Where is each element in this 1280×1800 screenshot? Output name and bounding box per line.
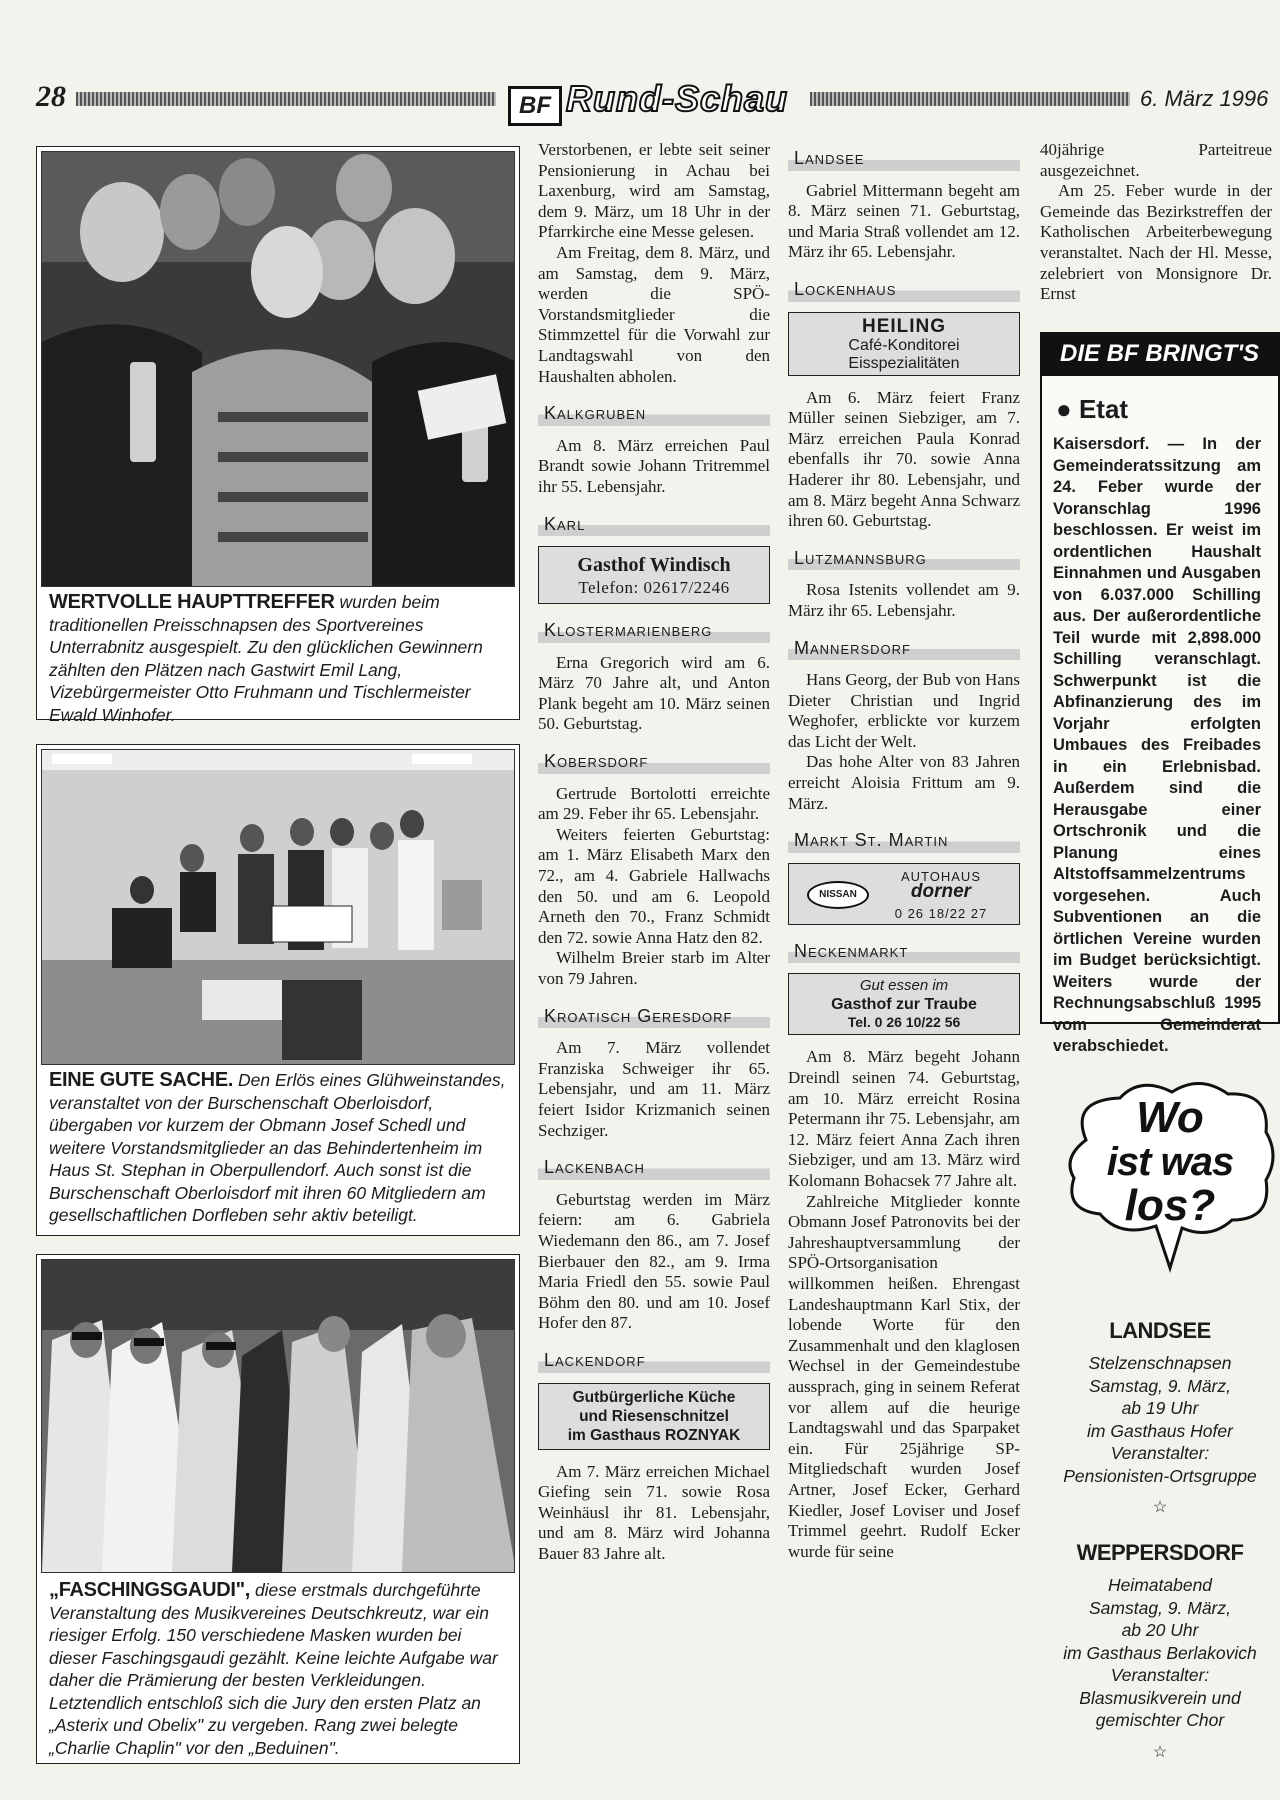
ad-autohaus-dorner (788, 863, 1020, 925)
article-text: Am Freitag, dem 8. März, und am Samstag, dem 9. März, werden die SPÖ-Vorstandsmitglieder die Stimmzettel für die Vorwahl zur Landtagswahl von den Haushalten abholen. (538, 242, 770, 386)
bf-bringts-banner: DIE BF BRINGT'S (1040, 332, 1280, 376)
event-landsee (1040, 1318, 1280, 1517)
ad-heiling-cafe (788, 312, 1020, 376)
section-heading-lackenbach: Lackenbach (538, 1155, 770, 1180)
photo-caption-faschingsgaudi (49, 1579, 507, 1759)
column-3 (1040, 140, 1272, 310)
event-weppersdorf (1040, 1540, 1280, 1762)
wo-ist-was-los-bubble (1060, 1070, 1280, 1290)
etat-text: Kaisersdorf. — In der Gemeinderatssitzung am 24. Feber wurde der Voranschlag 1996 beschlossen. Er weist im ordentlichen Haushalt Einnahmen und Ausgaben von 6.037.000 Schilling aus. Der außerordentliche Teil wurde mit 2,898.000 Schilling veranschlagt. Schwerpunkt ist die Abfinanzierung des im Vorjahr erfolgten Umbaues des Freibades in ein Erlebnisbad. Außerdem sind die Herausgabe einer Ortschronik und die Planung eines Altstoffsammelzentrums vorgesehen. Auch Subventionen an die örtlichen Vereine wurden im Budget berücksichtigt. Weiters wurde der Rechnungsabschluß 1995 vom Gemeinderat verabschiedet. (1053, 435, 1261, 1055)
section-title: Rund-Schau (566, 78, 788, 119)
event-detail: Veranstalter: (1110, 1665, 1210, 1685)
event-detail: im Gasthaus Berlakovich (1063, 1642, 1257, 1663)
caption-lead: WERTVOLLE HAUPTTREFFER (49, 591, 335, 613)
section-heading-lackendorf: Lackendorf (538, 1348, 770, 1373)
photo-panel-faschingsgaudi (36, 1254, 520, 1764)
bubble-text: Wo (1136, 1093, 1204, 1142)
etat-heading: ● Etat (1056, 394, 1129, 424)
ad-line: AUTOHAUS (901, 868, 981, 884)
ad-line: HEILING (861, 315, 947, 337)
section-heading-klostermarienberg: Klostermarienberg (538, 618, 770, 643)
event-detail: Samstag, 9. März, (1089, 1375, 1231, 1396)
article-text: Rosa Istenits vollendet am 9. März ihr 65. Lebensjahr. (788, 580, 1020, 620)
ad-line: 0 26 18/22 27 (894, 905, 988, 921)
bubble-text: ist was (1106, 1140, 1234, 1184)
event-place: LANDSEE (1109, 1318, 1211, 1343)
photo-prize-winners (41, 151, 515, 587)
event-detail: gemischter Chor (1095, 1710, 1225, 1730)
photo-panel-preisschnapsen (36, 146, 520, 725)
ad-name: Gasthof Windisch (577, 554, 731, 577)
event-detail: Pensionisten-Ortsgruppe (1063, 1465, 1257, 1486)
nissan-logo: NISSAN (807, 881, 869, 909)
article-text: Wilhelm Breier starb im Alter von 79 Jahren. (538, 948, 770, 988)
event-detail: ab 20 Uhr (1121, 1620, 1199, 1640)
ad-line: Gut essen im (859, 977, 949, 995)
caption-lead: „FASCHINGSGAUDI", (49, 1579, 251, 1601)
event-detail: Blasmusikverein und (1079, 1687, 1241, 1708)
event-detail: Heimatabend (1107, 1575, 1213, 1595)
section-heading-lutzmannsburg: Lutzmannsburg (788, 546, 1020, 571)
section-heading-markt-st-martin: Markt St. Martin (788, 828, 1020, 853)
star-icon: ☆ (1152, 1743, 1168, 1761)
article-text: 40jährige Parteitreue ausgezeichnet. (1040, 140, 1272, 180)
issue-date: 6. März 1996 (1140, 86, 1269, 111)
article-text: Am 6. März feiert Franz Müller seinen Siebziger, am 7. März erreichen Paula Konrad ebenfalls ihr 70. sowie Anna Haderer ihr 80. Lebensjahr, und am 8. März begeht Anna Schwarz ihren 60. Geburtstag. (788, 387, 1020, 531)
article-text: Gabriel Mittermann begeht am 8. März seinen 71. Geburtstag, und Maria Straß vollendet am 12. März ihr 65. Lebensjahr. (788, 180, 1020, 262)
bf-logo: BF (508, 86, 562, 126)
caption-lead: EINE GUTE SACHE. (49, 1069, 234, 1091)
article-text: Am 8. März erreichen Paul Brandt sowie Johann Tritremmel ihr 55. Lebensjahr. (538, 435, 770, 496)
photo-carnival-masks (41, 1259, 515, 1573)
event-detail: Stelzenschnapsen (1088, 1353, 1232, 1373)
photo-caption-preisschnapsen (49, 591, 507, 726)
ad-line: Gasthof zur Traube (831, 996, 977, 1014)
ad-line: Eisspezialitäten (848, 354, 960, 372)
event-detail: ab 19 Uhr (1121, 1398, 1199, 1418)
photo-panel-gute-sache (36, 744, 520, 1236)
bubble-text: los? (1124, 1181, 1216, 1230)
header-rule-left (76, 92, 496, 106)
ad-line: Gutbürgerliche Küche (572, 1388, 736, 1406)
article-text: Zahlreiche Mitglieder konnte Obmann Josef Patronovits bei der Jahreshauptversammlung der SPÖ-Ortsorganisation willkommen heißen. Ehrengast Landeshauptmann Karl Stix, der lobende Worte für den Zusammenhalt und den klaglosen Wechsel in der Gemeindestube aussprach, ging in seinem Referat vor allem auf die heurige Landtagswahl und das Sparpaket ein. Für 25jährige SP-Mitgliedschaft wurden Josef Artner, Josef Ecker, Gerhard Kiedler, Josef Loviser und Josef Trimmel geehrt. Rudolf Ecker wurde für seine (788, 1191, 1020, 1561)
ad-line: Tel. 0 26 10/22 56 (847, 1014, 961, 1031)
article-text: Am 7. März vollendet Franziska Schweiger ihr 65. Lebensjahr, und am 11. März feiert Isidor Krizmanich seinen Sechziger. (538, 1038, 770, 1140)
section-heading-kalkgruben: Kalkgruben (538, 401, 770, 426)
ad-phone: Telefon: 02617/2246 (578, 578, 730, 598)
section-heading-kroatisch-geresdorf: Kroatisch Geresdorf (538, 1004, 770, 1029)
caption-text: diese erstmals durchgeführte Veranstaltung des Musikvereines Deutschkreutz, war ein riesiger Erfolg. 150 verschiedene Masken wurden bei dieser Faschingsgaudi gezählt. Keine leichte Aufgabe war daher die Prämierung der besten Verkleidungen. Letztendlich entschloß sich die Jury den ersten Platz an „Asterix und Obelix" zu vergeben. Rang zwei belegte „Charlie Chaplin" vor den „Beduinen". (49, 1580, 498, 1758)
ad-gasthof-zur-traube (788, 973, 1020, 1035)
article-text: Weiters feierten Geburtstag: am 1. März Elisabeth Marx den 72., am 4. Gabriele Hallwachs den 50. und am 6. Leopold Arneth den 70., Franz Schmidt den 72. sowie Anna Hatz den 82. (538, 824, 770, 947)
caption-text: wurden beim traditionellen Preisschnapsen des Sportvereines Unterrabnitz ausgespielt. Zu den glücklichen Gewinnern zählten den Plätzen nach Gastwirt Emil Lang, Vizebürgermeister Otto Fruhmann und Tischlermeister Ewald Winhofer. (49, 592, 483, 725)
event-place: WEPPERSDORF (1076, 1540, 1244, 1565)
ad-line: dorner (910, 880, 972, 902)
article-text: Hans Georg, der Bub von Hans Dieter Christian und Ingrid Weghofer, erblickte vor kurzem das Licht der Welt. (788, 670, 1020, 751)
article-text: Gertrude Bortolotti erreichte am 29. Feber ihr 65. Lebensjahr. (538, 783, 770, 824)
article-text: Verstorbenen, er lebte seit seiner Pensionierung in Achau bei Laxenburg, wird am Samstag, dem 9. März, um 18 Uhr in der Pfarrkirche eine Messe gelesen. (538, 140, 770, 242)
event-detail: im Gasthaus Hofer (1087, 1420, 1233, 1441)
star-icon: ☆ (1152, 1499, 1168, 1516)
photo-donation-handover (41, 749, 515, 1065)
section-heading-neckenmarkt: Neckenmarkt (788, 939, 1020, 964)
ad-gasthaus-roznyak (538, 1383, 770, 1450)
column-1 (538, 140, 770, 1564)
ad-line: im Gasthaus ROZNYAK (567, 1426, 741, 1444)
article-text: Am 8. März begeht Johann Dreindl seinen 74. Geburtstag, am 10. März erreicht Rosina Petermann ihr 75. Lebensjahr, am 12. März feiert Anna Zach ihren Siebziger, und am 13. März wird Kolomann Bohacsek 77 Jahre alt. (788, 1047, 1020, 1190)
article-text: Geburtstag werden im März feiern: am 6. Gabriela Wiedemann den 86., am 7. Josef Bierbauer den 82., am 9. Irma Maria Friedl den 55. sowie Paul Böhm den 80. und am 10. Josef Hofer den 87. (538, 1189, 770, 1333)
page-number: 28 (36, 80, 66, 113)
article-text: Das hohe Alter von 83 Jahren erreicht Aloisia Frittum am 9. März. (788, 752, 1020, 813)
header-rule-right (810, 92, 1130, 106)
section-heading-mannersdorf: Mannersdorf (788, 636, 1020, 661)
article-text: Am 25. Feber wurde in der Gemeinde das Bezirkstreffen der Katholischen Arbeiterbewegung veranstaltet. Nach der Hl. Messe, zelebriert von Monsignore Dr. Ernst (1040, 181, 1272, 304)
ad-gasthof-windisch (538, 546, 770, 604)
column-2 (788, 136, 1020, 1562)
event-detail: Samstag, 9. März, (1089, 1597, 1231, 1618)
caption-text: Den Erlös eines Glühweinstandes, veranstaltet von der Burschenschaft Oberloisdorf, übergaben vor kurzem der Obmann Josef Schedl und weitere Vorstandsmitglieder an das Behindertenheim im Haus St. Stephan in Oberpullendorf. Auch sonst ist die Burschenschaft Oberloisdorf mit ihren 60 Mitgliedern am gesellschaftlichen Dorfleben sehr aktiv beteiligt. (49, 1070, 506, 1225)
etat-title: Etat (1078, 394, 1129, 424)
section-heading-landsee: Landsee (788, 146, 1020, 171)
article-text: Erna Gregorich wird am 6. März 70 Jahre alt, und Anton Plank begeht am 10. März seinen 50. Geburtstag. (538, 652, 770, 734)
section-heading-karl: Karl (538, 512, 770, 537)
photo-caption-gute-sache (49, 1069, 507, 1227)
section-heading-lockenhaus: Lockenhaus (788, 277, 1020, 302)
ad-line: und Riesenschnitzel (579, 1407, 729, 1425)
event-detail: Veranstalter: (1110, 1443, 1210, 1463)
ad-line: Café-Konditorei (848, 336, 960, 354)
article-text: Am 7. März erreichen Michael Giefing sein 71. sowie Rosa Weinhäusl ihr 81. Lebensjahr, und am 8. März wird Johanna Bauer 83 Jahre alt. (538, 1461, 770, 1563)
section-heading-kobersdorf: Kobersdorf (538, 749, 770, 774)
